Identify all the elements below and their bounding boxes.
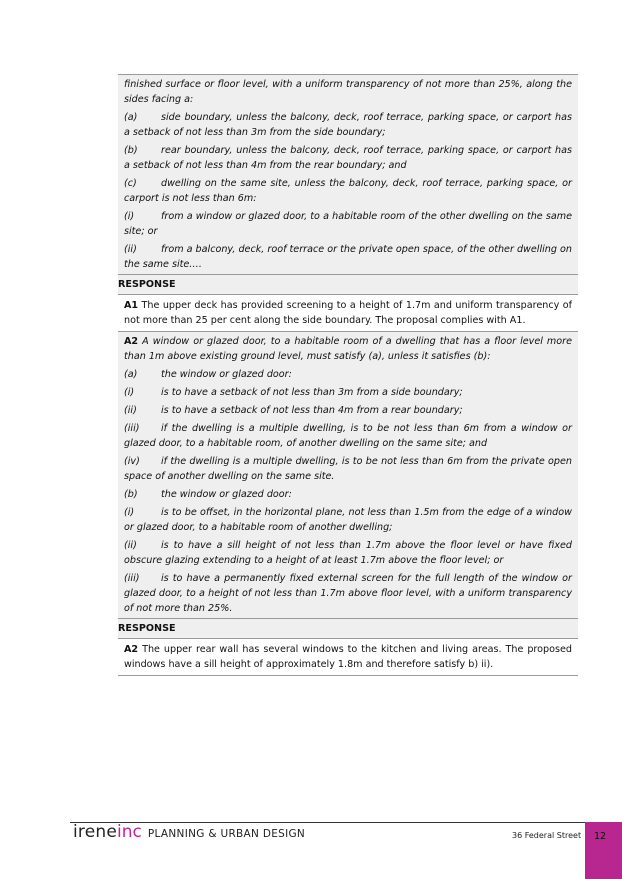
response-text: A2 The upper rear wall has several windows to the kitchen and living areas. The proposed windows have a sill height of approximately 1.8m and therefore satisfy b) ii).	[124, 644, 572, 670]
clause-item: (iii) if the dwelling is a multiple dwelling, is to be not less than 6m from a window or glazed door, to a habitable room, of another dwelling on the same site; and	[124, 423, 572, 449]
clause-item: (c) dwelling on the same site, unless the balcony, deck, roof terrace, parking space, or carport is not less than 6m:	[124, 178, 572, 204]
clause-item: (b) rear boundary, unless the balcony, deck, roof terrace, parking space, or carport has a setback of not less than 4m from the rear boundary; and	[124, 145, 572, 171]
response-a1	[118, 295, 578, 332]
clause-item: (iii) is to have a permanently fixed external screen for the full length of the window or glazed door, to a height of not less than 1.7m above floor level, with a uniform transparency of not more than 25%.	[124, 573, 572, 614]
page-number: 12	[593, 831, 607, 842]
clause-item: (iv) if the dwelling is a multiple dwelling, is to be not less than 6m from the private open space of another dwelling on the same site.	[124, 456, 572, 482]
brand-name-irene: irene	[73, 822, 118, 842]
footer-address: 36 Federal Street	[512, 831, 582, 840]
brand-name-inc: inc	[117, 822, 142, 842]
clause-item: (ii) is to have a sill height of not less than 1.7m above the floor level or have fixed obscure glazing extending to a height of at least 1.7m above the floor level; or	[124, 540, 572, 566]
page-number-box	[585, 822, 622, 879]
clause-item: (ii) from a balcony, deck, roof terrace or the private open space, of the other dwelling on the same site.…	[124, 244, 572, 270]
clause-item: (i) is to have a setback of not less than 3m from a side boundary;	[124, 387, 463, 398]
clause-item: (a) the window or glazed door:	[124, 369, 292, 380]
clause-item: (i) is to be offset, in the horizontal plane, not less than 1.5m from the edge of a window or glazed door, to a habitable room of another dwelling;	[124, 507, 572, 533]
response-text: A1 The upper deck has provided screening to a height of 1.7m and uniform transparency of not more than 25 per cent along the side boundary. The proposal complies with A1.	[124, 300, 572, 326]
response-a2	[118, 639, 578, 676]
response-heading: RESPONSE	[118, 275, 578, 295]
clause-intro: A2 A window or glazed door, to a habitable room of a dwelling that has a floor level more than 1m above existing ground level, must satisfy (a), unless it satisfies (b):	[124, 336, 572, 362]
brand-logo	[73, 822, 305, 846]
standard-clause-a2	[118, 332, 578, 619]
brand-tagline: PLANNING & URBAN DESIGN	[147, 828, 306, 840]
document-body	[118, 74, 578, 676]
clause-item: (ii) is to have a setback of not less than 4m from a rear boundary;	[124, 405, 463, 416]
page-footer	[0, 818, 622, 879]
clause-item: (b) the window or glazed door:	[124, 489, 292, 500]
clause-intro: finished surface or floor level, with a uniform transparency of not more than 25%, along the sides facing a:	[124, 79, 572, 105]
response-heading: RESPONSE	[118, 619, 578, 639]
clause-item: (i) from a window or glazed door, to a habitable room of the other dwelling on the same site; or	[124, 211, 572, 237]
clause-item: (a) side boundary, unless the balcony, deck, roof terrace, parking space, or carport has a setback of not less than 3m from the side boundary;	[124, 112, 572, 138]
standard-clause-a1	[118, 74, 578, 275]
